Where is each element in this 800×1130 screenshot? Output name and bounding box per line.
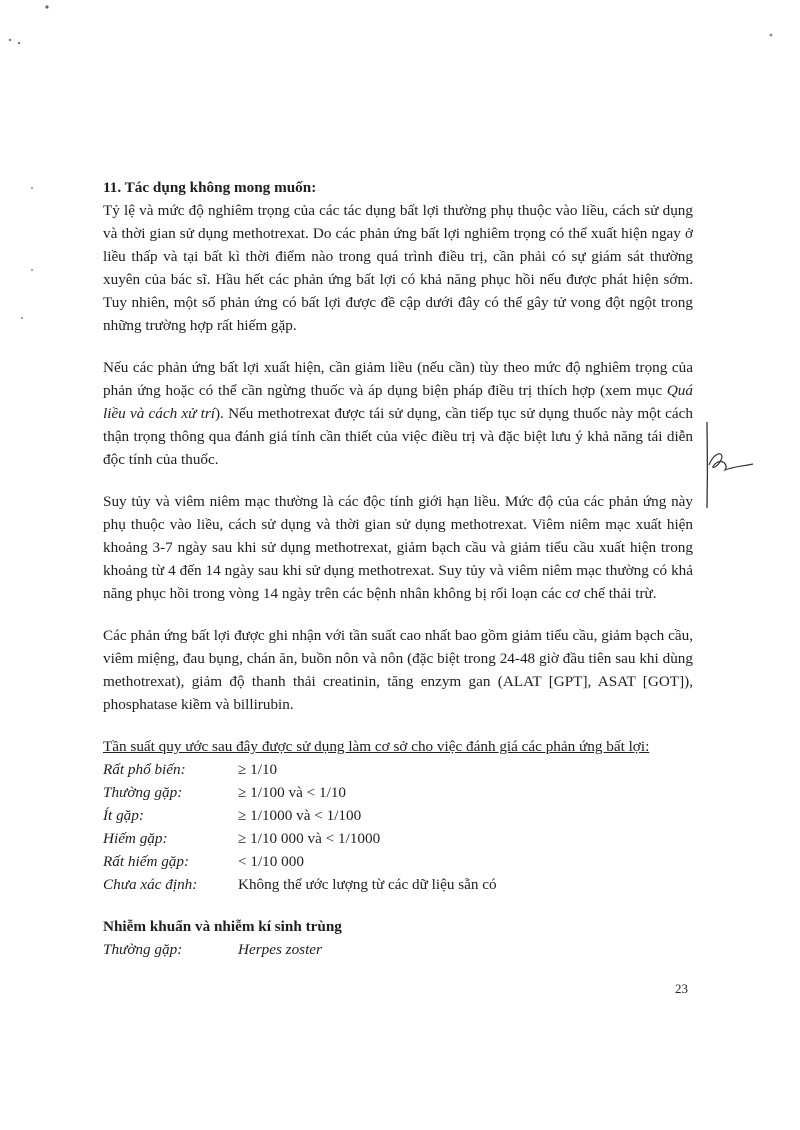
- table-row: [103, 938, 322, 961]
- table-row: [103, 781, 497, 804]
- frequency-term: Hiếm gặp:: [103, 830, 168, 847]
- paragraph-1: Tỷ lệ và mức độ nghiêm trọng của các tác dụng bất lợi thường phụ thuộc vào liều, cách sử dụng và thời gian sử dụng methotrexat. Do các phản ứng bất lợi nghiêm trọng có thể xuất hiện ngay ở liều thấp và tại bất kì thời điểm nào trong quá trình điều trị, cần phải có sự giám sát thường xuyên của bác sĩ. Hầu hết các phản ứng bất lợi có khả năng phục hồi nếu được phát hiện sớm. Tuy nhiên, một số phản ứng có bất lợi được đề cập dưới đây có thể gây tử vong đột ngột trong những trường hợp rất hiếm gặp.: [103, 202, 693, 334]
- frequency-term: Rất hiếm gặp:: [103, 853, 190, 870]
- frequency-range: < 1/10 000: [238, 853, 304, 870]
- page-number: 23: [675, 981, 688, 996]
- table-row: [103, 827, 497, 850]
- frequency-range: ≥ 1/100 và < 1/10: [238, 784, 347, 801]
- table-row: [103, 804, 497, 827]
- infection-heading: Nhiễm khuẩn và nhiễm kí sinh trùng: [103, 918, 342, 935]
- frequency-table: [103, 758, 497, 896]
- table-row: [103, 850, 497, 873]
- main-content: [103, 176, 693, 961]
- paragraph-4: Các phản ứng bất lợi được ghi nhận với tần suất cao nhất bao gồm giảm tiểu cầu, giảm bạch cầu, viêm miệng, đau bụng, chán ăn, buồn nôn và nôn (đặc biệt trong 24-48 giờ đầu tiên sau khi dùng methotrexat), giảm độ thanh thải creatinin, tăng enzym gan (ALAT [GPT], ASAT [GOT]), phosphatase kiềm và billirubin.: [103, 627, 693, 713]
- frequency-range: ≥ 1/10 000 và < 1/1000: [238, 830, 381, 847]
- frequency-term: Thường gặp:: [103, 784, 183, 801]
- table-row: [103, 873, 497, 896]
- signature-icon: [695, 420, 755, 510]
- scan-dot-icon: [20, 316, 24, 320]
- frequency-term: Chưa xác định:: [103, 876, 198, 893]
- frequency-term: Thường gặp:: [103, 941, 183, 958]
- scan-dot-icon: [768, 32, 774, 38]
- frequency-range: Không thể ước lượng từ các dữ liệu sẵn có: [238, 876, 497, 893]
- paragraph-3: Suy tủy và viêm niêm mạc thường là các độc tính giới hạn liều. Mức độ của các phản ứng này phụ thuộc vào liều, cách sử dụng và thời gian sử dụng methotrexat. Viêm niêm mạc xuất hiện khoảng 3-7 ngày sau khi sử dụng methotrexat, giảm bạch cầu và giảm tiểu cầu xuất hiện trong khoảng từ 4 đến 14 ngày sau khi sử dụng methotrexat. Suy tủy và viêm niêm mạc thường có khả năng phục hồi trong vòng 14 ngày trên các bệnh nhân không bị rối loạn các cơ chế thải trừ.: [103, 493, 693, 602]
- scan-dot-icon: [30, 268, 34, 272]
- scan-dot-icon: [8, 38, 22, 46]
- cross-reference: Quá liều và cách xử trí: [103, 382, 693, 422]
- frequency-range: ≥ 1/10: [238, 761, 278, 778]
- frequency-title: Tần suất quy ước sau đây được sử dụng làm cơ sở cho việc đánh giá các phản ứng bất lợi:: [103, 738, 650, 755]
- frequency-term: Rất phổ biến:: [103, 761, 186, 778]
- table-row: [103, 758, 497, 781]
- adverse-effect: Herpes zoster: [238, 941, 322, 958]
- infection-table: [103, 938, 322, 961]
- frequency-range: ≥ 1/1000 và < 1/100: [238, 807, 362, 824]
- paragraph-2: Nếu các phản ứng bất lợi xuất hiện, cần giảm liều (nếu cần) tùy theo mức độ nghiêm trọng của phản ứng hoặc có thể cần ngừng thuốc và áp dụng biện pháp điều trị thích hợp (xem mục Quá liều và cách xử trí). Nếu methotrexat được tái sử dụng, cần tiếp tục sử dụng thuốc này một cách thận trọng thông qua đánh giá tính cần thiết của việc điều trị và đặc biệt lưu ý khả năng tái diễn độc tính của thuốc.: [103, 359, 693, 468]
- scan-dot-icon: [44, 4, 50, 10]
- frequency-term: Ít gặp:: [103, 807, 144, 824]
- scan-dot-icon: [30, 186, 34, 190]
- section-heading: 11. Tác dụng không mong muốn:: [103, 179, 317, 196]
